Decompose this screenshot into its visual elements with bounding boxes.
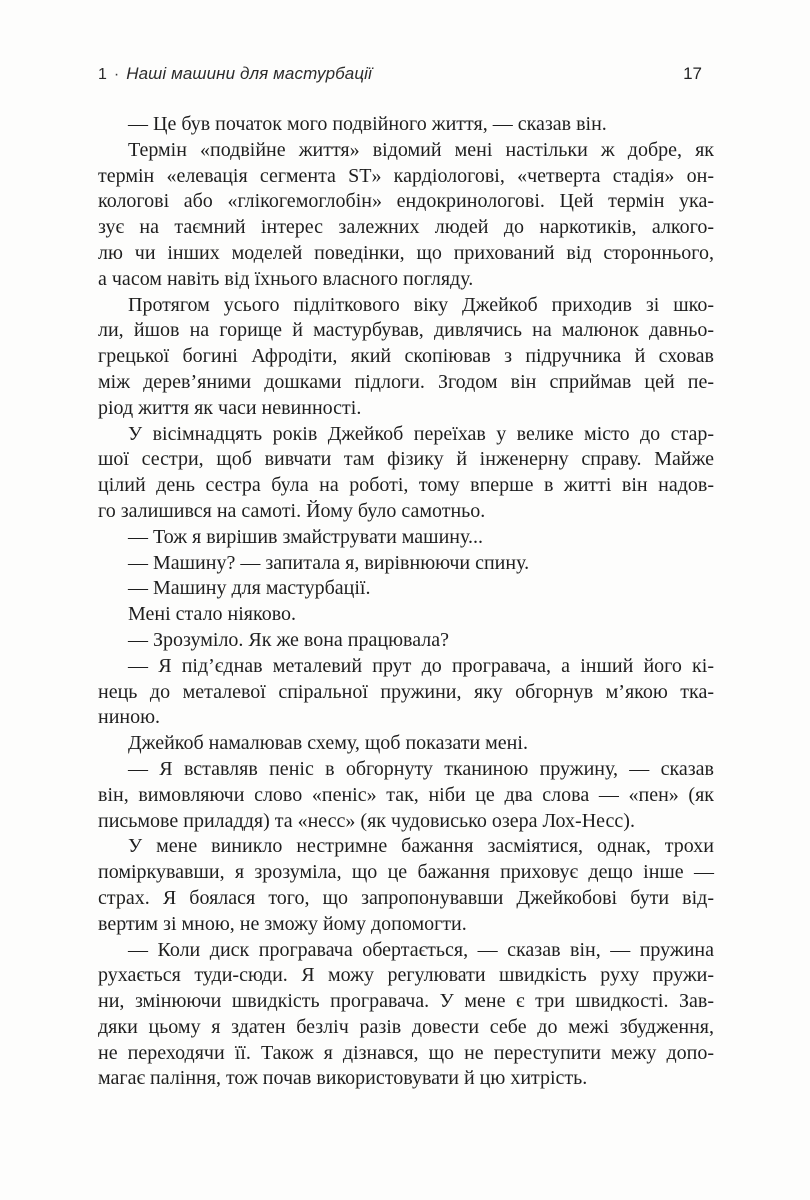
paragraph <box>98 551 714 577</box>
paragraph <box>98 628 714 654</box>
paragraph <box>98 422 714 525</box>
text-line: поміркувавши, я зрозуміла, що це бажання приховує дещо інше — <box>98 861 714 884</box>
text-line: кологові або «глікогемоглобін» ендокринологові. Цей термін ука- <box>98 190 714 213</box>
paragraph <box>98 938 714 1093</box>
paragraph <box>98 757 714 834</box>
paragraph <box>98 602 714 628</box>
paragraph <box>98 576 714 602</box>
text-line: — Зрозуміло. Як же вона працювала? <box>128 628 449 651</box>
text-line: — Я вставляв пеніс в обгорнуту тканиною пружину, — сказав <box>128 757 714 780</box>
paragraph <box>98 731 714 757</box>
text-line: Джейкоб намалював схему, щоб показати мені. <box>128 732 528 755</box>
header-separator: · <box>113 66 120 83</box>
text-line: лю чи інших моделей поведінки, що прихований від стороннього, <box>98 241 714 264</box>
text-line: ріод життя як часи невинності. <box>98 396 362 419</box>
page-number: 17 <box>683 64 702 83</box>
running-header <box>98 64 714 84</box>
paragraph <box>98 138 714 293</box>
text-line: — Машину? — запитала я, вирівнюючи спину. <box>128 551 530 574</box>
text-line: ли, йшов на горище й мастурбував, дивлячись на малюнок давньо- <box>98 319 714 342</box>
text-line: він, вимовляючи слово «пеніс» так, ніби це два слова — «пен» (як <box>98 783 714 806</box>
text-line: а часом навіть від їхнього власного погляду. <box>98 267 474 290</box>
text-line: — Я під’єднав металевий прут до програвача, а інший його кі- <box>128 654 714 677</box>
text-line: нець до металевої спіральної пружини, яку обгорнув м’якою тка- <box>98 680 714 703</box>
chapter-number: 1 <box>98 66 107 83</box>
text-line: ни, змінюючи швидкість програвача. У мене є три швидкості. Зав- <box>98 990 714 1013</box>
text-line: — Коли диск програвача обертається, — сказав він, — пружина <box>128 938 714 961</box>
text-line: ниною. <box>98 706 161 729</box>
text-line: Мені стало ніяково. <box>128 603 297 626</box>
text-block <box>98 112 714 1092</box>
text-line: цілий день сестра була на роботі, тому вперше в житті він надов- <box>98 474 714 497</box>
text-line: зує на таємний інтерес залежних людей до наркотиків, алкого- <box>98 216 714 239</box>
text-line: — Це був початок мого подвійного життя, — сказав він. <box>128 113 607 135</box>
text-line: — Машину для мастурбації. <box>128 577 371 600</box>
text-line: У вісімнадцять років Джейкоб переїхав у велике місто до стар- <box>128 422 714 445</box>
paragraph <box>98 834 714 937</box>
text-line: вертим зі мною, не зможу йому допомогти. <box>98 912 467 935</box>
paragraph <box>98 654 714 731</box>
text-line: між дерев’яними дошками підлоги. Згодом він сприймав цей пе- <box>98 370 714 393</box>
text-line: шої сестри, щоб вивчати там фізику й інженерну справу. Майже <box>98 448 714 471</box>
text-line: го залишився на самоті. Йому було самотньо. <box>98 499 486 522</box>
paragraph <box>98 112 714 138</box>
text-line: страх. Я боялася того, що запропонувавши Джейкобові бути від- <box>98 886 714 909</box>
paragraph <box>98 525 714 551</box>
paragraph <box>98 293 714 422</box>
text-line: У мене виникло нестримне бажання засміятися, однак, трохи <box>128 835 714 858</box>
text-line: Термін «подвійне життя» відомий мені настільки ж добре, як <box>128 138 714 161</box>
chapter-title: Наші машини для мастурбації <box>126 64 372 83</box>
text-line: грецької богині Афродіти, який скопіював з підручника й сховав <box>98 345 714 368</box>
text-line: не переходячи її. Також я дізнався, що не переступити межу допо- <box>98 1041 714 1064</box>
text-line: термін «елевація сегмента ST» кардіологові, «четверта стадія» он- <box>98 164 714 187</box>
text-line: рухається туди-сюди. Я можу регулювати швидкість руху пружи- <box>98 964 714 987</box>
text-line: Протягом усього підліткового віку Джейкоб приходив зі шко- <box>128 293 714 316</box>
text-line: — Тож я вирішив змайструвати машину... <box>128 525 483 548</box>
text-line: магає паління, тож почав використовувати й цю хитрість. <box>98 1067 588 1090</box>
text-line: письмове приладдя) та «несс» (як чудовисько озера Лох-Несс). <box>98 809 635 832</box>
chapter-heading <box>98 64 372 84</box>
text-line: дяки цьому я здатен безліч разів довести себе до межі збудження, <box>98 1015 714 1038</box>
